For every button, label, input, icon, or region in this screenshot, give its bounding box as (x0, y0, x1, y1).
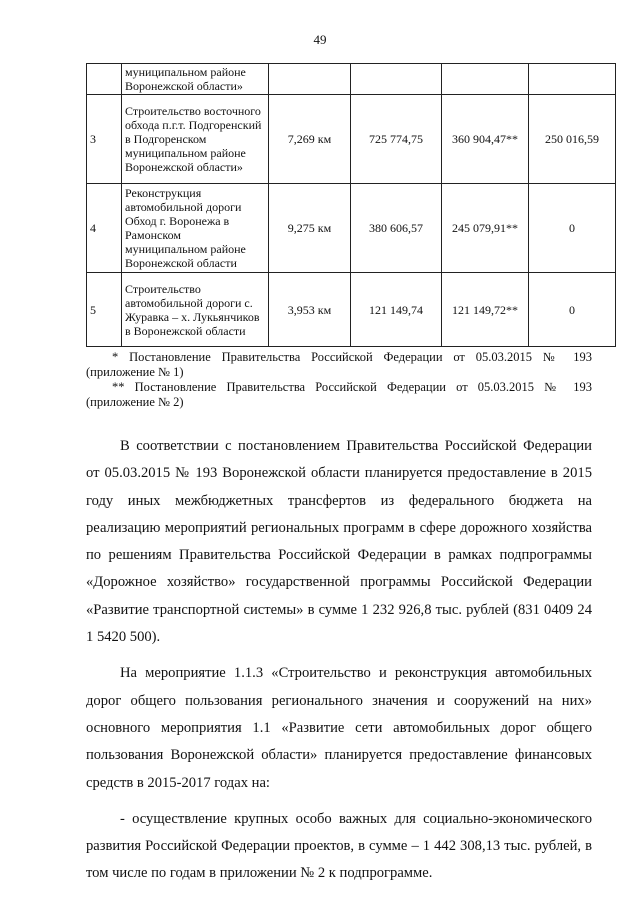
length-cell: 7,269 км (269, 95, 351, 184)
length-cell (269, 64, 351, 95)
length-cell: 9,275 км (269, 184, 351, 273)
value-cell: 245 079,91** (442, 184, 529, 273)
table-row (87, 64, 616, 95)
footnote (86, 350, 592, 380)
paragraph: - осуществление крупных особо важных для социально-экономического развития Российской Федерации проектов, в сумме – 1 442 308,13 тыс. рублей, в том числе по годам в приложении № 2 к подпрограмме. (86, 810, 592, 882)
length-cell: 3,953 км (269, 273, 351, 347)
row-number: 4 (87, 184, 122, 273)
footnote-line: (приложение № 1) (86, 365, 184, 379)
object-name: Строительство автомобильной дороги с. Журавка – х. Лукьянчиков в Воронежской области (122, 273, 269, 347)
value-cell: 0 (529, 184, 616, 273)
paragraph: В соответствии с постановлением Правительства Российской Федерации от 05.03.2015 № 193 Воронежской области планируется предоставление в 2015 году иных межбюджетных трансфертов из федерального бюджета на реализацию мероприятий региональных программ в сфере дорожного хозяйства по решениям Правительства Российской Федерации в рамках подпрограммы «Дорожное хозяйство» государственной программы Российской Федерации «Развитие транспортной системы» в сумме 1 232 926,8 тыс. рублей (831 0409 24 1 5420 500). (86, 438, 592, 646)
object-name: Реконструкция автомобильной дороги Обход г. Воронежа в Рамонском муниципальном районе Воронежской области (122, 184, 269, 273)
footnote-line: * Постановление Правительства Российской Федерации от 05.03.2015 № 193 (112, 350, 592, 364)
footnote (86, 380, 592, 410)
value-cell (351, 64, 442, 95)
table-row (87, 184, 616, 273)
table-row (87, 95, 616, 184)
value-cell: 121 149,72** (442, 273, 529, 347)
value-cell: 725 774,75 (351, 95, 442, 184)
table-row (87, 273, 616, 347)
row-number (87, 64, 122, 95)
footnote-line: ** Постановление Правительства Российской Федерации от 05.03.2015 № 193 (112, 380, 592, 394)
row-number: 3 (87, 95, 122, 184)
footnotes (86, 350, 592, 410)
value-cell (442, 64, 529, 95)
object-name: Строительство восточного обхода п.г.т. Подгоренский в Подгоренском муниципальном районе Воронежской области» (122, 95, 269, 184)
funding-table (86, 63, 616, 347)
value-cell (529, 64, 616, 95)
value-cell: 250 016,59 (529, 95, 616, 184)
value-cell: 121 149,74 (351, 273, 442, 347)
page-number: 49 (313, 32, 327, 47)
body-text (86, 433, 592, 888)
paragraph: На мероприятие 1.1.3 «Строительство и реконструкция автомобильных дорог общего пользования регионального значения и сооружений на них» основного мероприятия 1.1 «Развитие сети автомобильных дорог общего пользования Воронежской области» планируется предоставление финансовых средств в 2015-2017 годах на: (86, 665, 592, 791)
object-name: муниципальном районе Воронежской области» (122, 64, 269, 95)
value-cell: 360 904,47** (442, 95, 529, 184)
footnote-line: (приложение № 2) (86, 395, 184, 409)
row-number: 5 (87, 273, 122, 347)
value-cell: 0 (529, 273, 616, 347)
value-cell: 380 606,57 (351, 184, 442, 273)
